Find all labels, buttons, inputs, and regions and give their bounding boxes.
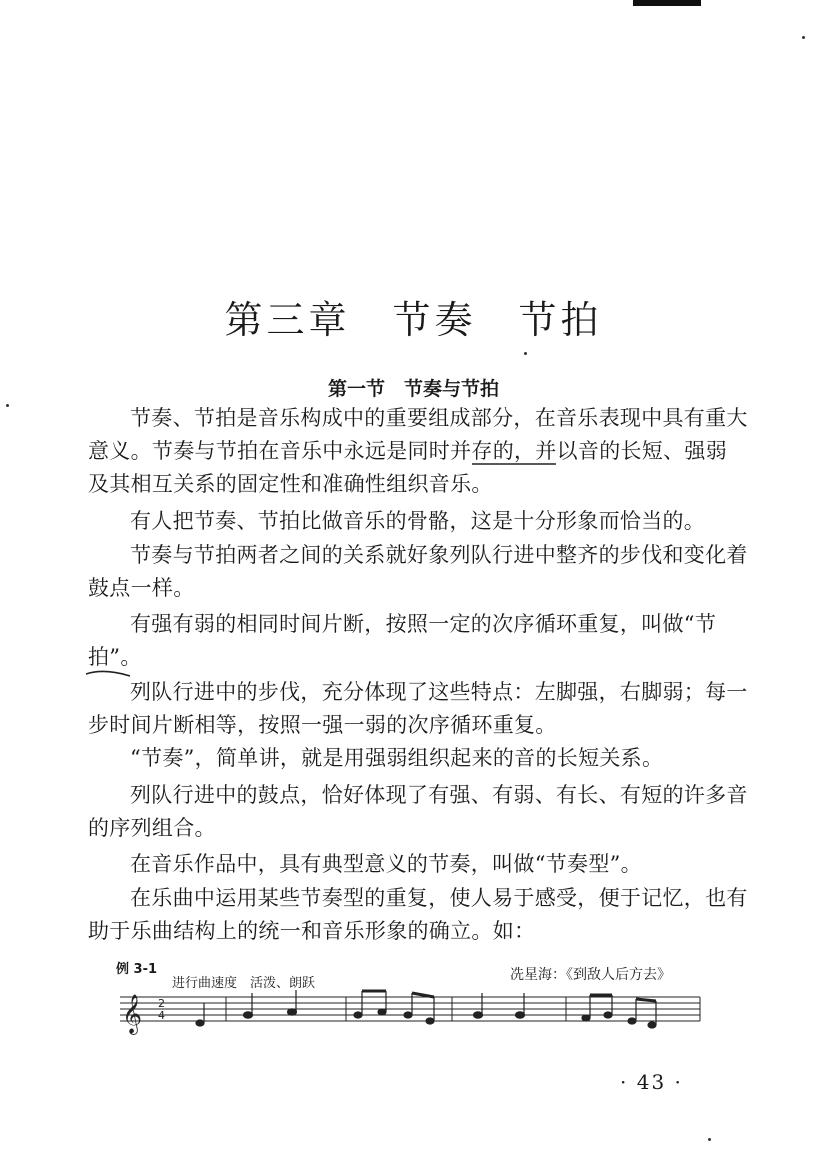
paragraph-3: 节奏与节拍两者之间的关系就好象列队行进中整齐的步伐和变化着鼓点一样。 [88, 543, 748, 600]
paragraph-6: “节奏”，简单讲，就是用强弱组织起来的音的长短关系。 [130, 746, 664, 770]
paragraph-2: 有人把节奏、节拍比做音乐的骨骼，这是十分形象而恰当的。 [130, 509, 706, 533]
section-title: 第一节 节奏与节拍 [327, 377, 499, 400]
paragraph-7: 列队行进中的鼓点，恰好体现了有强、有弱、有长、有短的许多音的序列组合。 [88, 783, 748, 840]
music-staff [100, 985, 710, 1045]
scan-speck [524, 352, 527, 355]
handwritten-underline [470, 460, 560, 470]
paragraph-1: 节奏、节拍是音乐构成中的重要组成部分，在音乐表现中具有重大意义。节奏与节拍在音乐中永远是同时并存的，并以音的长短、强弱及其相互关系的固定性和准确性组织音乐。 [88, 406, 748, 496]
scan-artifact [633, 0, 701, 6]
paragraph-4: 有强有弱的相同时间片断，按照一定的次序循环重复，叫做“节拍”。 [88, 612, 717, 669]
music-source: 冼星海：《到敌人后方去》 [510, 967, 671, 983]
tempo-marking: 进行曲速度 活泼、朗跃 [172, 976, 316, 991]
example-label: 例 3-1 [116, 962, 158, 977]
svg-text:2: 2 [158, 997, 165, 1010]
svg-text:4: 4 [158, 1009, 165, 1022]
scan-speck [802, 36, 805, 39]
paragraph-8: 在音乐作品中，具有典型意义的节奏，叫做“节奏型”。 [130, 852, 642, 876]
paragraph-9: 在乐曲中运用某些节奏型的重复，使人易于感受，便于记忆，也有助于乐曲结构上的统一和音乐形象的确立。如： [88, 886, 748, 943]
scan-speck [708, 1138, 711, 1141]
handwritten-underline [84, 668, 134, 682]
page-number: · 43 · [620, 1070, 683, 1094]
paragraph-5: 列队行进中的步伐，充分体现了这些特点：左脚强，右脚弱；每一步时间片断相等，按照一强一弱的次序循环重复。 [88, 680, 748, 737]
scan-speck [6, 404, 9, 407]
chapter-title: 第三章 节奏 节拍 [224, 298, 603, 343]
treble-clef-icon: 𝄞 [122, 994, 143, 1034]
